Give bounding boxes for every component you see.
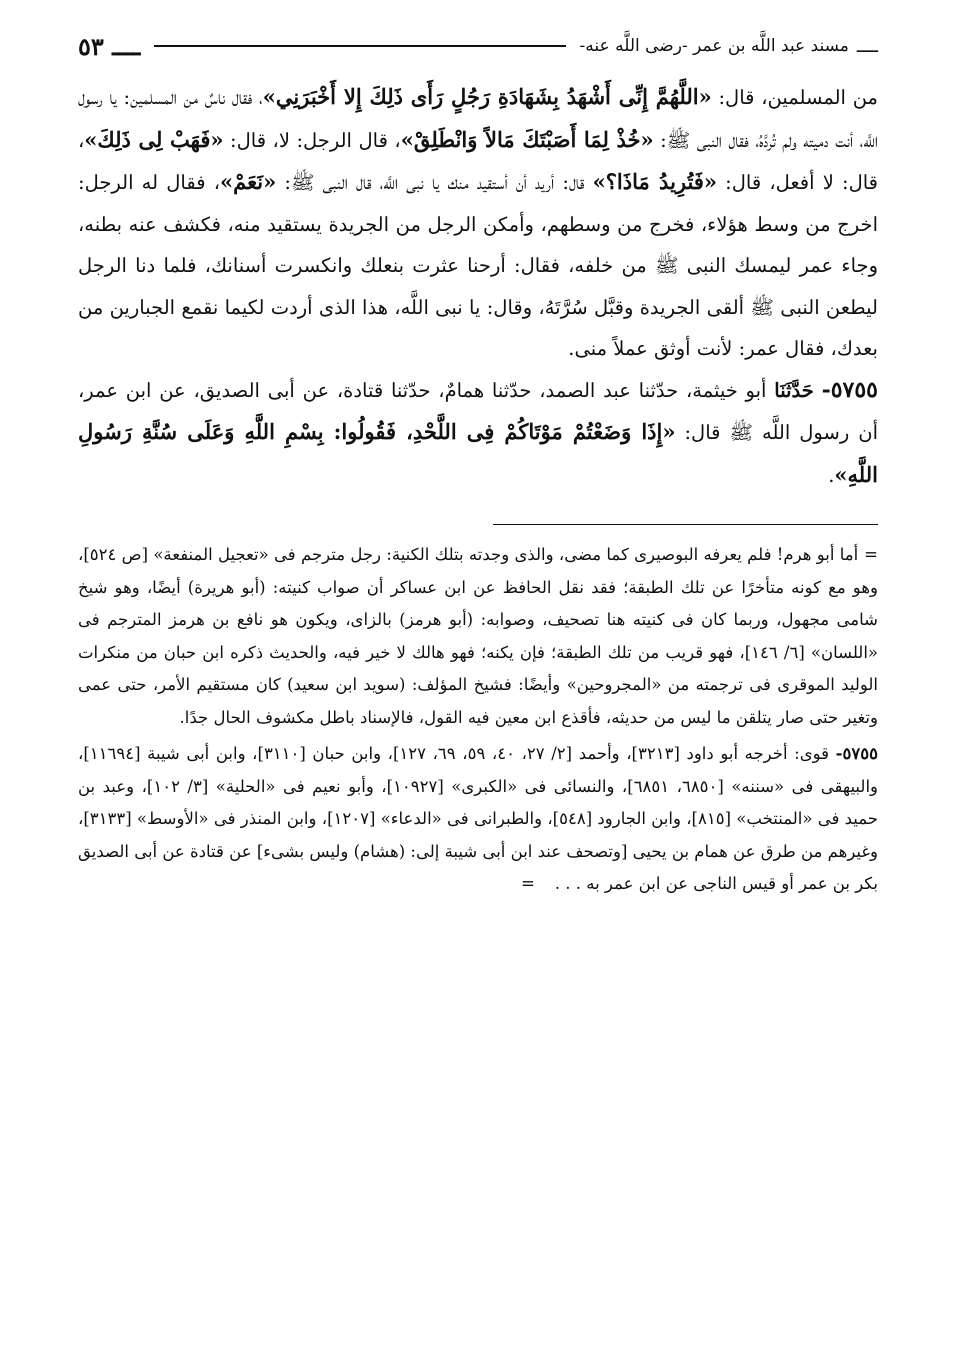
paragraph-continuation [78,76,878,370]
header-title: مسند عبد اللَّه بن عمر -رضى اللَّه عنه- [579,36,849,56]
footnotes [78,539,878,901]
header-rule [154,45,565,47]
hadith-quote: «نَعَمْ» [220,169,277,194]
footnote-number: ٥٧٥٥- [835,744,878,763]
footnote-text: أما أبو هرم! فلم يعرفه البوصيرى كما مضى، والذى وجدته بتلك الكنية: رجل مترجم فى «تعجيل المنفعة» [ص ٥٢٤]، وهو مع كونه متأخرًا عن تلك الطبقة؛ فقد نقل الحافظ عن ابن عساكر أن صواب كنيته: (أبو هريرة) أيضًا، وهو شيخ شامى مجهول، وربما كان فى كنيته هنا تصحيف، وصوابه: (أبو هرمز) بالزاى، ويكون هو نافع بن هرمز المترجم فى «اللسان» [٦/ ١٤٦]، فهو قريب من تلك الطبقة؛ فإن يكنه؛ فهو هالك لا خير فيه، والحديث ذكره ابن حبان من منكرات الوليد الموقرى فى ترجمته من «المجروحين» وأيضًا: فشيخ المؤلف: (سويد ابن سعيد) كان مستقيم الأمر، حتى عمى وتغير حتى صار يتلقن ما ليس من حديثه، فأقذع ابن معين فيه القول، فالإسناد باطل مكشوف الحال جدًا. [78,545,878,727]
haddathana-word: حَدَّثَنَا [774,378,814,402]
footnote-5755 [78,738,878,901]
text-run: ، قال: لا أفعل، قال: [78,128,879,194]
running-header [78,28,878,64]
hadith-quote: «فَتُرِيدُ مَاذَا؟» [592,169,717,194]
hadith-number: ٥٧٥٥- [821,376,878,403]
isnad-text: أبو خيثمة، حدّثنا عبد الصمد، حدّثنا همامٌ، حدّثنا قتادة، عن أبى الصديق، عن ابن عمر، أن رسول اللَّه ﷺ قال: [78,378,878,444]
header-lead-dash: ــــ [856,35,878,57]
hadith-quote: «إِذَا وَضَعْتُمْ مَوْتَاكُمْ فِى اللَّحْدِ، فَقُولُوا: بِسْمِ اللَّهِ وَعَلَى سُنَّةِ رَسُولِ اللَّهِ» [78,419,878,487]
hadith-quote: «اللَّهُمَّ إِنِّى أَشْهَدُ بِشَهَادَةِ رَجُلٍ رَأَى ذَلِكَ إِلا أَخْبَرَنِي» [262,84,712,109]
main-text [78,76,878,496]
text-run: ، فقال له الرجل: اخرج من وسط هؤلاء، فخرج من وسطهم، وأمكن الرجل من الجريدة يستقيد منه، فكشف عنه بطنه، وجاء عمر ليمسك النبى ﷺ من خلفه، فقال: أرحنا عثرت بنعلك وانكسرت أسنانك، فلما دنا الرجل ليطعن النبى ﷺ ألقى الجريدة وقبَّل سُرَّتَهُ، وقال: يا نبى اللَّه، هذا الذى أردت لكيما نقمع الجبارين من بعدك، فقال عمر: لأنت أوثق عملاً منى. [78,171,878,360]
text-run: من المسلمين، قال: [711,86,878,109]
hadith-5755 [78,370,878,497]
page-number-value: ٥٣ [78,31,104,61]
footnote-text: قوى: أخرجه أبو داود [٣٢١٣]، وأحمد [٢/ ٢٧، ٤٠، ٥٩، ٦٩، ١٢٧]، وابن حبان [٣١١٠]، وابن أبى شيبة [١١٦٩٤]، والبيهقى فى «سننه» [٦٨٥٠، ٦٨٥١]، والنسائى فى «الكبرى» [١٠٩٢٧]، وأبو نعيم فى «الحلية» [٣/ ١٠٢]، وعبد بن حميد فى «المنتخب» [٨١٥]، وابن الجارود [٥٤٨]، والطبرانى فى «الدعاء» [١٢٠٧]، وابن المنذر فى «الأوسط» [٣١٣٣]، وغيرهم من طرق عن همام بن يحيى [وتصحف عند ابن أبى شيبة إلى: (هشام) وليس بشىء] عن قتادة عن أبى الصديق بكر بن عمر أو قيس الناجى عن ابن عمر به . . . [78,744,879,893]
header-trail-dash: ــــ [112,31,141,61]
footnote-continued [78,539,878,734]
hadith-quote: «فَهَبْ لِى ذَلِكَ» [84,126,224,152]
page-number [78,32,140,61]
text-run: قال: أريد أن أستقيد منك يا نبى اللَّه، قال النبى ﷺ: [276,171,593,194]
text-run: ، فقال ناسٌ من المسلمين: يا رسول اللَّه، أنت دميته ولم تُردَّهُ، فقال النبى ﷺ: [78,86,878,152]
text-run: ، قال الرجل: لا، قال: [223,128,401,152]
continuation-mark: = [520,874,535,893]
text-run: . [828,463,835,487]
footnote-separator [493,524,878,525]
hadith-quote: «خُذْ لِمَا أَصَبْتَكَ مَالاً وَانْطَلِقْ» [400,126,654,152]
continuation-mark: = [864,545,878,564]
